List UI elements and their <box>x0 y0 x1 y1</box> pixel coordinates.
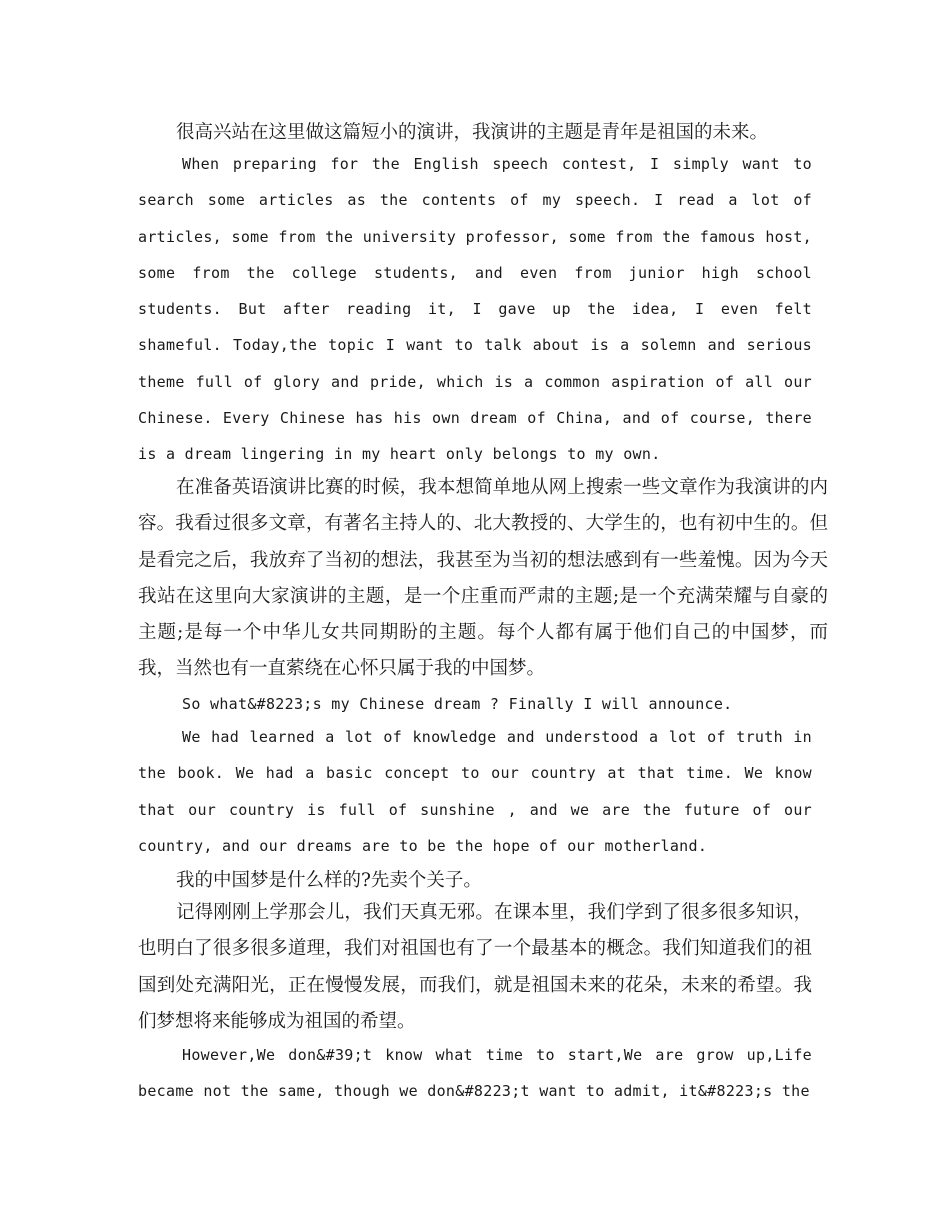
paragraph-speech-contest-en: When preparing for the English speech contest, I simply want to search some articles as the contents of my speech. I read a lot of articles, some from the university professor, some from the famous host, some from the college students, and even from junior high school students. But after reading it, I gave up the idea, I even felt shameful. Today,the topic I want to talk about is a solemn and serious theme full of glory and pride, which is a common aspiration of all our Chinese. Every Chinese has his own dream of China, and of course, there is a dream lingering in my heart only belongs to my own. <box>138 155 812 464</box>
paragraph-chinese-dream-question-en: So what&#8223;s my Chinese dream ? Finally I will announce. <box>182 695 733 713</box>
paragraph-knowledge-en: We had learned a lot of knowledge and understood a lot of truth in the book. We had a basic concept to our country at that time. We know that our country is full of sunshine , and we are the future of our country, and our dreams are to be the hope of our motherland. <box>138 728 812 855</box>
paragraph-knowledge-zh: 记得刚刚上学那会儿，我们天真无邪。在课本里，我们学到了很多很多知识，也明白了很多很多道理，我们对祖国也有了一个最基本的概念。我们知道我们的祖国到处充满阳光，正在慢慢发展，而我们，就是祖国未来的花朵，未来的希望。我们梦想将来能够成为祖国的希望。 <box>138 902 812 1032</box>
paragraph-intro-zh: 很高兴站在这里做这篇短小的演讲，我演讲的主题是青年是祖国的未来。 <box>176 122 769 143</box>
paragraph-chinese-dream-question-zh: 我的中国梦是什么样的?先卖个关子。 <box>176 870 482 891</box>
paragraph-grow-up-en: However,We don&#39;t know what time to start,We are grow up,Life became not the same, though we don&#8223;t want to admit, it&#8223;s the <box>138 1046 812 1101</box>
paragraph-speech-contest-zh: 在准备英语演讲比赛的时候，我本想简单地从网上搜索一些文章作为我演讲的内容。我看过很多文章，有著名主持人的、北大教授的、大学生的，也有初中生的。但是看完之后，我放弃了当初的想法，我甚至为当初的想法感到有一些羞愧。因为今天我站在这里向大家演讲的主题，是一个庄重而严肃的主题;是一个充满荣耀与自豪的主题;是每一个中华儿女共同期盼的主题。每个人都有属于他们自己的中国梦，而我，当然也有一直萦绕在心怀只属于我的中国梦。 <box>138 477 828 680</box>
